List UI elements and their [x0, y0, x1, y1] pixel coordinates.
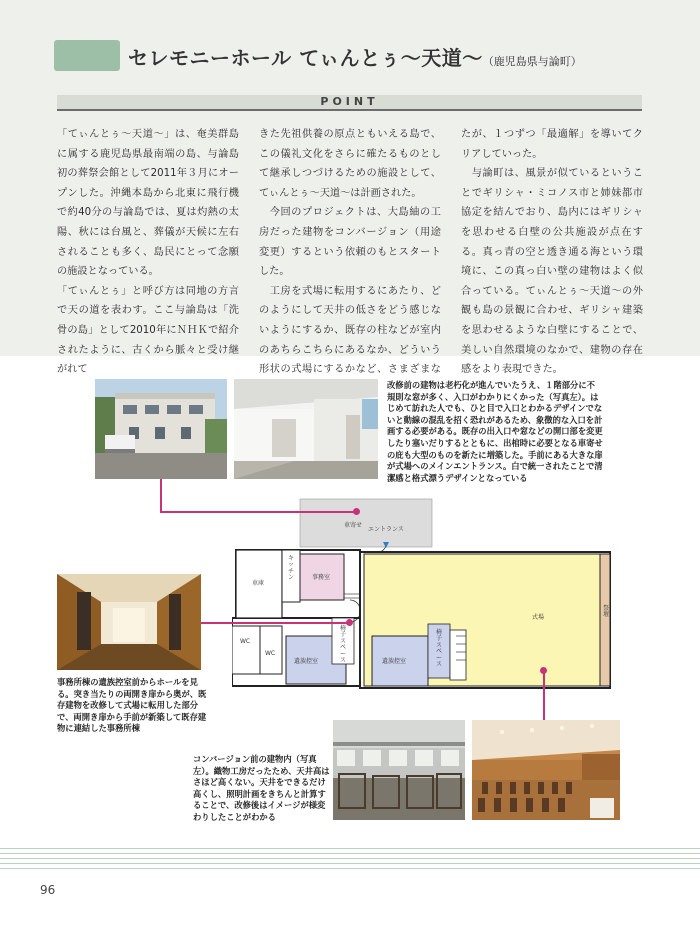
plan-label-carport: 車寄せ	[344, 522, 363, 529]
footer-stripe	[0, 868, 700, 869]
point-label: POINT	[320, 95, 379, 108]
plan-label-hall: 式場	[532, 614, 545, 621]
leader-line	[160, 479, 162, 512]
footer-stripe	[0, 853, 700, 854]
page-title	[128, 42, 582, 71]
page-number: 96	[40, 883, 56, 897]
title-sub: （鹿児島県与論町）	[482, 55, 582, 68]
interior-after-photo	[472, 720, 620, 820]
plan-label-wc2: WC	[265, 650, 276, 657]
title-main: セレモニーホール てぃんとぅ〜天道〜	[128, 46, 483, 70]
paragraph: 今回のプロジェクトは、大島紬の工房だった建物をコンバージョン（用途変更）するという依頼のもとスタートした。	[259, 207, 441, 278]
plan-label-wc1: WC	[240, 638, 251, 645]
leader-line	[160, 511, 356, 513]
plan-label-waiting-1: 遺族控室	[294, 658, 319, 665]
plan-label-waiting-2: 遺族控室	[382, 658, 407, 665]
paragraph: 「てぃんとぅ」と呼び方は同地の方言で天の道を表わす。ここ与論島は「洗骨の島」として2010年にＮＨＫで紹介されたように、古くから脈々と受け継がれて	[57, 285, 239, 376]
plan-label-space-2: 椅子スペース	[436, 629, 443, 669]
exterior-after-photo	[234, 379, 378, 479]
corridor-photo	[57, 574, 201, 670]
plan-label-space-1: 椅子スペース	[340, 625, 347, 665]
exterior-caption: 改修前の建物は老朽化が進んでいたうえ、１階部分に不規則な窓が多く、入口がわかりにくかった（写真左）。はじめて訪れた人でも、ひと目で入口とわかるデザインでないと動線の混乱を招く恐れがあるため、象徴的な入口を計画する必要がある。既存の出入口や窓などの開口部を変更したり塞いだりするとともに、出棺時に必要となる車寄せの庇も大型のものを新たに増築した。手前にある大きな扉が式場へのメインエントランス。白で統一されたことで清潔感と格式漂うデザインとなっている	[387, 380, 603, 483]
paragraph: きた先祖供養の原点ともいえる島で、この儀礼文化をさらに確たるものとして継承しつづけるための施設として、てぃんとぅ〜天道〜は計画された。	[259, 129, 441, 199]
exterior-before-photo	[95, 379, 227, 479]
leader-dot	[353, 508, 360, 515]
leader-dot	[346, 619, 353, 626]
floor-plan	[232, 496, 632, 691]
point-heading	[57, 95, 642, 109]
plan-label-kitchen: キッチン	[288, 555, 295, 582]
interior-before-photo	[333, 720, 465, 820]
paragraph: 「てぃんとぅ〜天道〜」は、奄美群島に属する鹿児島県最南端の島、与論島初の葬祭会館として2011年３月にオープンした。沖縄本島から北東に飛行機で約40分の与論島では、夏は灼熱の太陽、秋には台風と、葬儀が天候に左右されることも多く、島民にとって念願の施設となっている。	[57, 129, 239, 278]
point-rule	[57, 109, 642, 111]
corridor-caption: 事務所棟の遺族控室前からホールを見る。突き当たりの両開き扉から奥が、既存建物を改修して式場に転用した部分で、両開き扉から手前が新築して既存建物に連結した事務所棟	[57, 677, 207, 734]
footer-stripe	[0, 863, 700, 864]
leader-line	[543, 670, 545, 720]
plan-label-garage: 車庫	[252, 580, 265, 587]
leader-dot	[540, 667, 547, 674]
title-tab	[54, 40, 120, 71]
interior-caption: コンバージョン前の建物内（写真左）。織物工房だったため、天井高はさほど高くない。天井をできるだけ高くし、照明計画をきちんと計算することで、改修後はイメージが様変わりしたことがわかる	[193, 754, 330, 822]
paragraph: 与論町は、風景が似ているということでギリシャ・ミコノス市と姉妹都市協定を結んでおり、島内にはギリシャを思わせる白壁の公共施設が点在する。真っ青の空と透き通る海という環境に、この真っ白い壁の建物はよく似合っている。てぃんとぅ〜天道〜の外観も島の景観に合わせ、ギリシャ建築を思わせるような白壁にすることで、美しい自然環境のなかで、建物の存在感をより表現できた。	[461, 168, 643, 376]
plan-label-altar: 祭壇	[603, 605, 610, 619]
paragraph: たが、１つずつ「最適解」を導いてクリアしていった。	[461, 129, 643, 160]
leader-line	[201, 622, 349, 624]
body-column-3	[461, 125, 643, 380]
body-column-1	[57, 125, 239, 380]
plan-label-entrance: エントランス	[368, 526, 404, 533]
body-column-2	[259, 125, 441, 399]
footer-stripe	[0, 848, 700, 849]
plan-label-office: 事務室	[312, 574, 331, 581]
footer-stripe	[0, 858, 700, 859]
paragraph: 工房を式場に転用するにあたり、どのようにして天井の低さをどう感じないようにするか、既存の柱などが室内のあちらこちらにあるなか、どういう形状の式場にするかなど、さまざまな	[259, 285, 441, 376]
